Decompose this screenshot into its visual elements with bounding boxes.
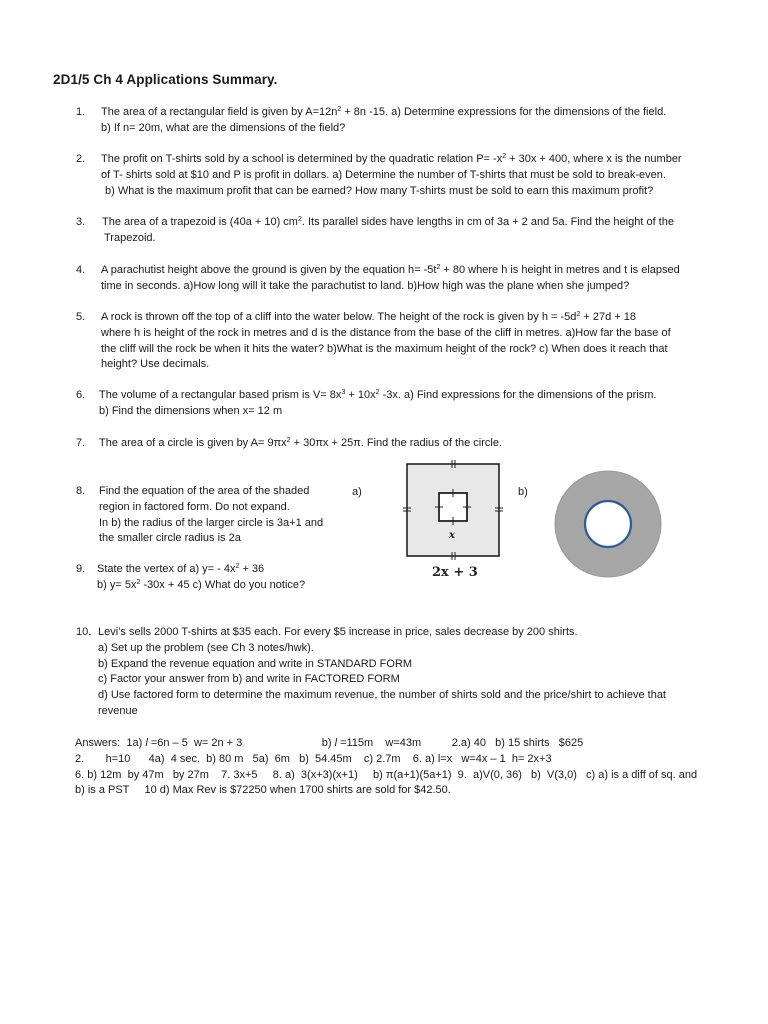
question-line: where h is height of the rock in metres and d is the distance from the base of the cliff in metres. a)How far the base of <box>101 326 671 339</box>
figure-a-diagram <box>398 457 510 585</box>
question-4 <box>101 263 680 295</box>
answer-line: 6. b) 12m by 47m by 27m 7. 3x+5 8. a) 3(x+3)(x+1) b) π(a+1)(5a+1) 9. a)V(0, 36) b) V(3,0) c) a) is a diff of sq. and <box>75 768 698 781</box>
question-line: b) Expand the revenue equation and write in STANDARD FORM <box>98 657 413 670</box>
question-number: 4. <box>76 264 86 276</box>
question-line: b) Find the dimensions when x= 12 m <box>99 404 283 417</box>
inner-circle <box>585 501 631 547</box>
question-number: 3. <box>76 216 86 228</box>
outer-side-label: 2x + 3 <box>432 565 478 580</box>
inner-square <box>439 493 467 521</box>
question-line: revenue <box>98 704 138 717</box>
question-number: 9. <box>76 563 86 575</box>
question-number: 5. <box>76 311 86 323</box>
inner-side-label: x <box>449 530 455 541</box>
question-line: b) $y= 5x^2$ -30x + 45 c) What do you notice? <box>97 578 306 591</box>
question-line: region in factored form. Do not expand. <box>99 500 290 513</box>
question-line: The profit on T-shirts sold by a school is determined by the quadratic relation $P= -x^2 + 30x + 400$, where x is the number <box>101 153 682 165</box>
question-7 <box>99 436 502 452</box>
question-line: b) If n= 20m, what are the dimensions of the field? <box>101 121 346 134</box>
question-line: The area of a circle is given by $A= 9\pi x^2 + 30\pi x + 25\pi$. Find the radius of the circle. <box>99 437 503 449</box>
question-line: the cliff will the rock be when it hits the water? b)What is the maximum height of the rock? c) When does it reach that <box>101 342 668 355</box>
question-number: 2. <box>76 153 86 165</box>
question-number: 10. <box>76 626 92 638</box>
question-8 <box>99 484 323 547</box>
question-5 <box>101 310 671 373</box>
question-line: The volume of a rectangular based prism is $V= 8x^3 + 10x^2$ -3x. a) Find expressions for the dimensions of the prism. <box>99 389 657 401</box>
figure-b-label: b) <box>518 486 528 498</box>
question-line: height? Use decimals. <box>101 358 210 371</box>
question-number: 1. <box>76 106 86 118</box>
question-line: Trapezoid. <box>104 231 156 244</box>
answer-line: Answers: 1a) l =6n – 5 w= 2n + 3 b) l =115m w=43m 2.a) 40 b) 15 shirts $625 <box>75 737 584 749</box>
answers-text <box>75 736 697 799</box>
question-line: The area of a trapezoid is (40a + 10) $cm^2$. Its parallel sides have lengths in cm of 3a + 2 and 5a. Find the height of the <box>102 216 674 228</box>
question-line: of T- shirts sold at $10 and P is profit in dollars. a) Determine the number of T-shirts that must be sold to break-even. <box>101 168 666 181</box>
question-line: a) Set up the problem (see Ch 3 notes/hwk). <box>98 641 314 654</box>
question-line: A parachutist height above the ground is given by the equation $h= -5t^2 + 80$ where h is height in metres and t is elapsed <box>101 264 680 276</box>
question-line: A rock is thrown off the top of a cliff into the water below. The height of the rock is given by $h = -5d^2 + 27d + 18$ <box>101 311 636 323</box>
question-line: Levi’s sells 2000 T-shirts at $35 each. For every $5 increase in price, sales decrease by 200 shirts. <box>98 626 578 638</box>
question-1 <box>101 105 666 137</box>
answer-line: 2. h=10 4a) 4 sec. b) 80 m 5a) 6m b) 54.45m c) 2.7m 6. a) l=x w=4x – 1 h= 2x+3 <box>75 752 552 765</box>
question-3 <box>102 215 674 247</box>
question-10 <box>98 625 666 720</box>
question-line: d) Use factored form to determine the maximum revenue, the number of shirts sold and the price/shirt to achieve that <box>98 689 666 702</box>
figure-b-diagram <box>552 468 664 580</box>
question-number: 7. <box>76 437 86 449</box>
question-line: time in seconds. a)How long will it take the parachutist to land. b)How high was the plane when she jumped? <box>101 279 630 292</box>
question-9 <box>97 562 305 594</box>
question-line: In b) the radius of the larger circle is 3a+1 and <box>99 516 324 529</box>
question-line: the smaller circle radius is 2a <box>99 532 241 545</box>
question-line: State the vertex of a) $y= - 4x^2 + 36$ <box>97 563 265 575</box>
question-6 <box>99 388 656 420</box>
question-2 <box>101 152 682 199</box>
question-line: The area of a rectangular field is given by $A=12n^2 + 8n$ -15. a) Determine expressions for the dimensions of the field. <box>101 106 667 118</box>
question-line: Find the equation of the area of the shaded <box>99 485 310 497</box>
question-line: c) Factor your answer from b) and write in FACTORED FORM <box>98 673 400 686</box>
question-number: 8. <box>76 485 86 497</box>
page-title: 2D1/5 Ch 4 Applications Summary. <box>53 72 278 87</box>
question-number: 6. <box>76 389 86 401</box>
answer-line: b) is a PST 10 d) Max Rev is $72250 when 1700 shirts are sold for $42.50. <box>75 784 451 797</box>
figure-a-label: a) <box>352 486 362 498</box>
question-line: b) What is the maximum profit that can be earned? How many T-shirts must be sold to earn this maximum profit? <box>105 184 654 197</box>
